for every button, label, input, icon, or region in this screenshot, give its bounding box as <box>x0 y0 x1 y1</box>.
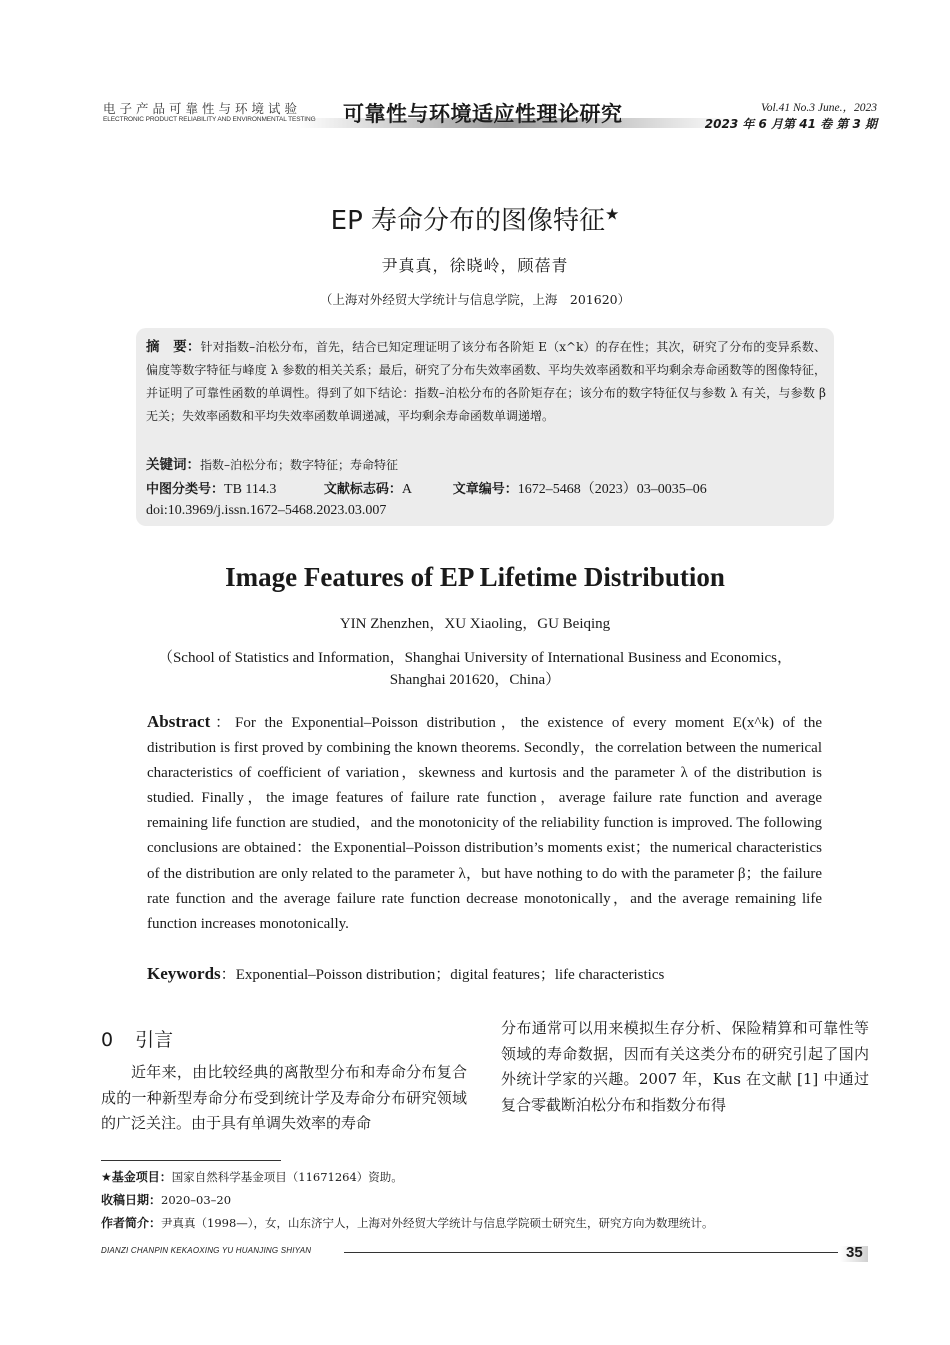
author-bio-text: 尹真真（1998—），女，山东济宁人，上海对外经贸大学统计与信息学院硕士研究生，研究方向为数理统计。 <box>161 1216 714 1230</box>
authors-en: YIN Zhenzhen，XU Xiaoling，GU Beiqing <box>339 616 611 632</box>
author-bio-label: 作者简介： <box>101 1216 162 1230</box>
title-star-icon: ★ <box>605 204 620 224</box>
page-title-cn <box>0 200 950 237</box>
abstract-en <box>147 709 822 937</box>
affiliation-en <box>0 647 950 691</box>
footnote-divider <box>101 1160 281 1161</box>
volume-info: Vol.41 No.3 June.，2023 <box>761 102 877 114</box>
abstract-en-label: Abstract <box>147 712 211 731</box>
footnote-author <box>101 1214 861 1231</box>
body-left-column: 近年来，由比较经典的离散型分布和寿命分布复合成的一种新型寿命分布受到统计学及寿命分布研究领域的广泛关注。由于具有单调失效率的寿命 <box>101 1063 467 1132</box>
abstract-cn-label: 摘 要： <box>146 339 201 355</box>
footer-rule <box>344 1252 838 1253</box>
keywords-en-label: Keywords <box>147 964 221 983</box>
authors-cn: 尹真真，徐晓岭，顾蓓青 <box>381 256 569 275</box>
abstract-en-text: For the Exponential–Poisson distribution，the existence of every moment E(x^k) of the distribution is first proved by combining the known theorems. Secondly，the correlation between the numerical characteristics of coefficient of variation，skewness and kurtosis and the parameter λ of the distribution is studied. Finally，the image features of failure rate function，average failure rate function and average remaining life function are studied，and the monotonicity of the reliability function is improved. The following conclusions are obtained：the Exponential–Poisson distribution’s moments exist；the numerical characteristics of the distribution are only related to the parameter λ，but have nothing to do with the parameter β；the failure rate function and the average failure rate function decrease monotonically，and the average remaining life function increases monotonically. <box>147 715 822 932</box>
fund-label: ★基金项目： <box>101 1170 172 1184</box>
clc-value: TB 114.3 <box>224 482 277 497</box>
keywords-cn <box>146 453 826 473</box>
body-right-column: 分布通常可以用来模拟生存分析、保险精算和可靠性等领域的寿命数据，因而有关这类分布的研究引起了国内外统计学家的兴趣。2007 年，Kus 在文献 [1] 中通过复合零截断泊松分布和指数分布得 <box>501 1019 869 1114</box>
fund-text: 国家自然科学基金项目（11671264）资助。 <box>171 1170 403 1184</box>
page-title-en: Image Features of EP Lifetime Distribution <box>225 562 725 592</box>
title-cn-text: EP 寿命分布的图像特征 <box>330 206 606 236</box>
doc-code-label: 文献标志码： <box>323 482 402 497</box>
received-label: 收稿日期： <box>101 1193 162 1207</box>
classification-line <box>146 478 826 498</box>
clc-label: 中图分类号： <box>146 482 225 497</box>
keywords-en-text: Exponential–Poisson distribution；digital features；life characteristics <box>235 967 665 983</box>
affiliation-en-line2: Shanghai 201620，China） <box>389 672 561 688</box>
footnote-received <box>101 1191 861 1208</box>
received-text: 2020–03–20 <box>161 1193 232 1207</box>
keywords-en-colon: ： <box>220 967 236 983</box>
article-no-label: 文章编号： <box>452 482 518 497</box>
abstract-cn-text: 针对指数–泊松分布，首先，结合已知定理证明了该分布各阶矩 E（x^k）的存在性；其次，研究了分布的变异系数、偏度等数字特征与峰度 λ 参数的相关关系；最后，研究了分布失效率函数、平均失效率函数和平均剩余寿命函数等的图像特征，并证明了可靠性函数的单调性。得到了如下结论：指数–泊松分布的各阶矩存在；该分布的数字特征仅与参数 λ 有关，与参数 β 无关；失效率函数和平均失效率函数单调递减，平均剩余寿命函数单调递增。 <box>146 340 826 423</box>
footer-journal-pinyin: DIANZI CHANPIN KEKAOXING YU HUANJING SHIYAN <box>101 1246 312 1255</box>
affiliation-en-line1: （School of Statistics and Information，Shanghai University of International Business and Economics， <box>157 650 793 666</box>
journal-en-small: ELECTRONIC PRODUCT RELIABILITY AND ENVIRONMENTAL TESTING <box>103 116 316 123</box>
page-number: 35 <box>846 1244 863 1261</box>
keywords-cn-text: 指数–泊松分布；数字特征；寿命特征 <box>200 458 399 472</box>
abstract-en-colon: ： <box>210 715 235 731</box>
section-heading <box>101 1025 173 1052</box>
affiliation-cn: （上海对外经贸大学统计与信息学院，上海 201620） <box>319 292 631 307</box>
section-title: 引言 <box>135 1029 174 1051</box>
doi[interactable]: doi:10.3969/j.issn.1672–5468.2023.03.007 <box>146 503 387 518</box>
journal-name: 可靠性与环境适应性理论研究 <box>343 102 623 126</box>
issue-date: 2023 年 6 月第 41 卷 第 3 期 <box>704 117 877 131</box>
abstract-cn <box>146 336 826 428</box>
section-number: 0 <box>101 1029 114 1051</box>
footnote-fund <box>101 1168 861 1185</box>
keywords-cn-label: 关键词： <box>146 457 200 473</box>
doc-code-value: A <box>401 482 412 497</box>
journal-cn-small: 电子产品可靠性与环境试验 <box>103 101 302 116</box>
keywords-en <box>147 963 822 984</box>
article-no-value: 1672–5468（2023）03–0035–06 <box>517 482 707 497</box>
